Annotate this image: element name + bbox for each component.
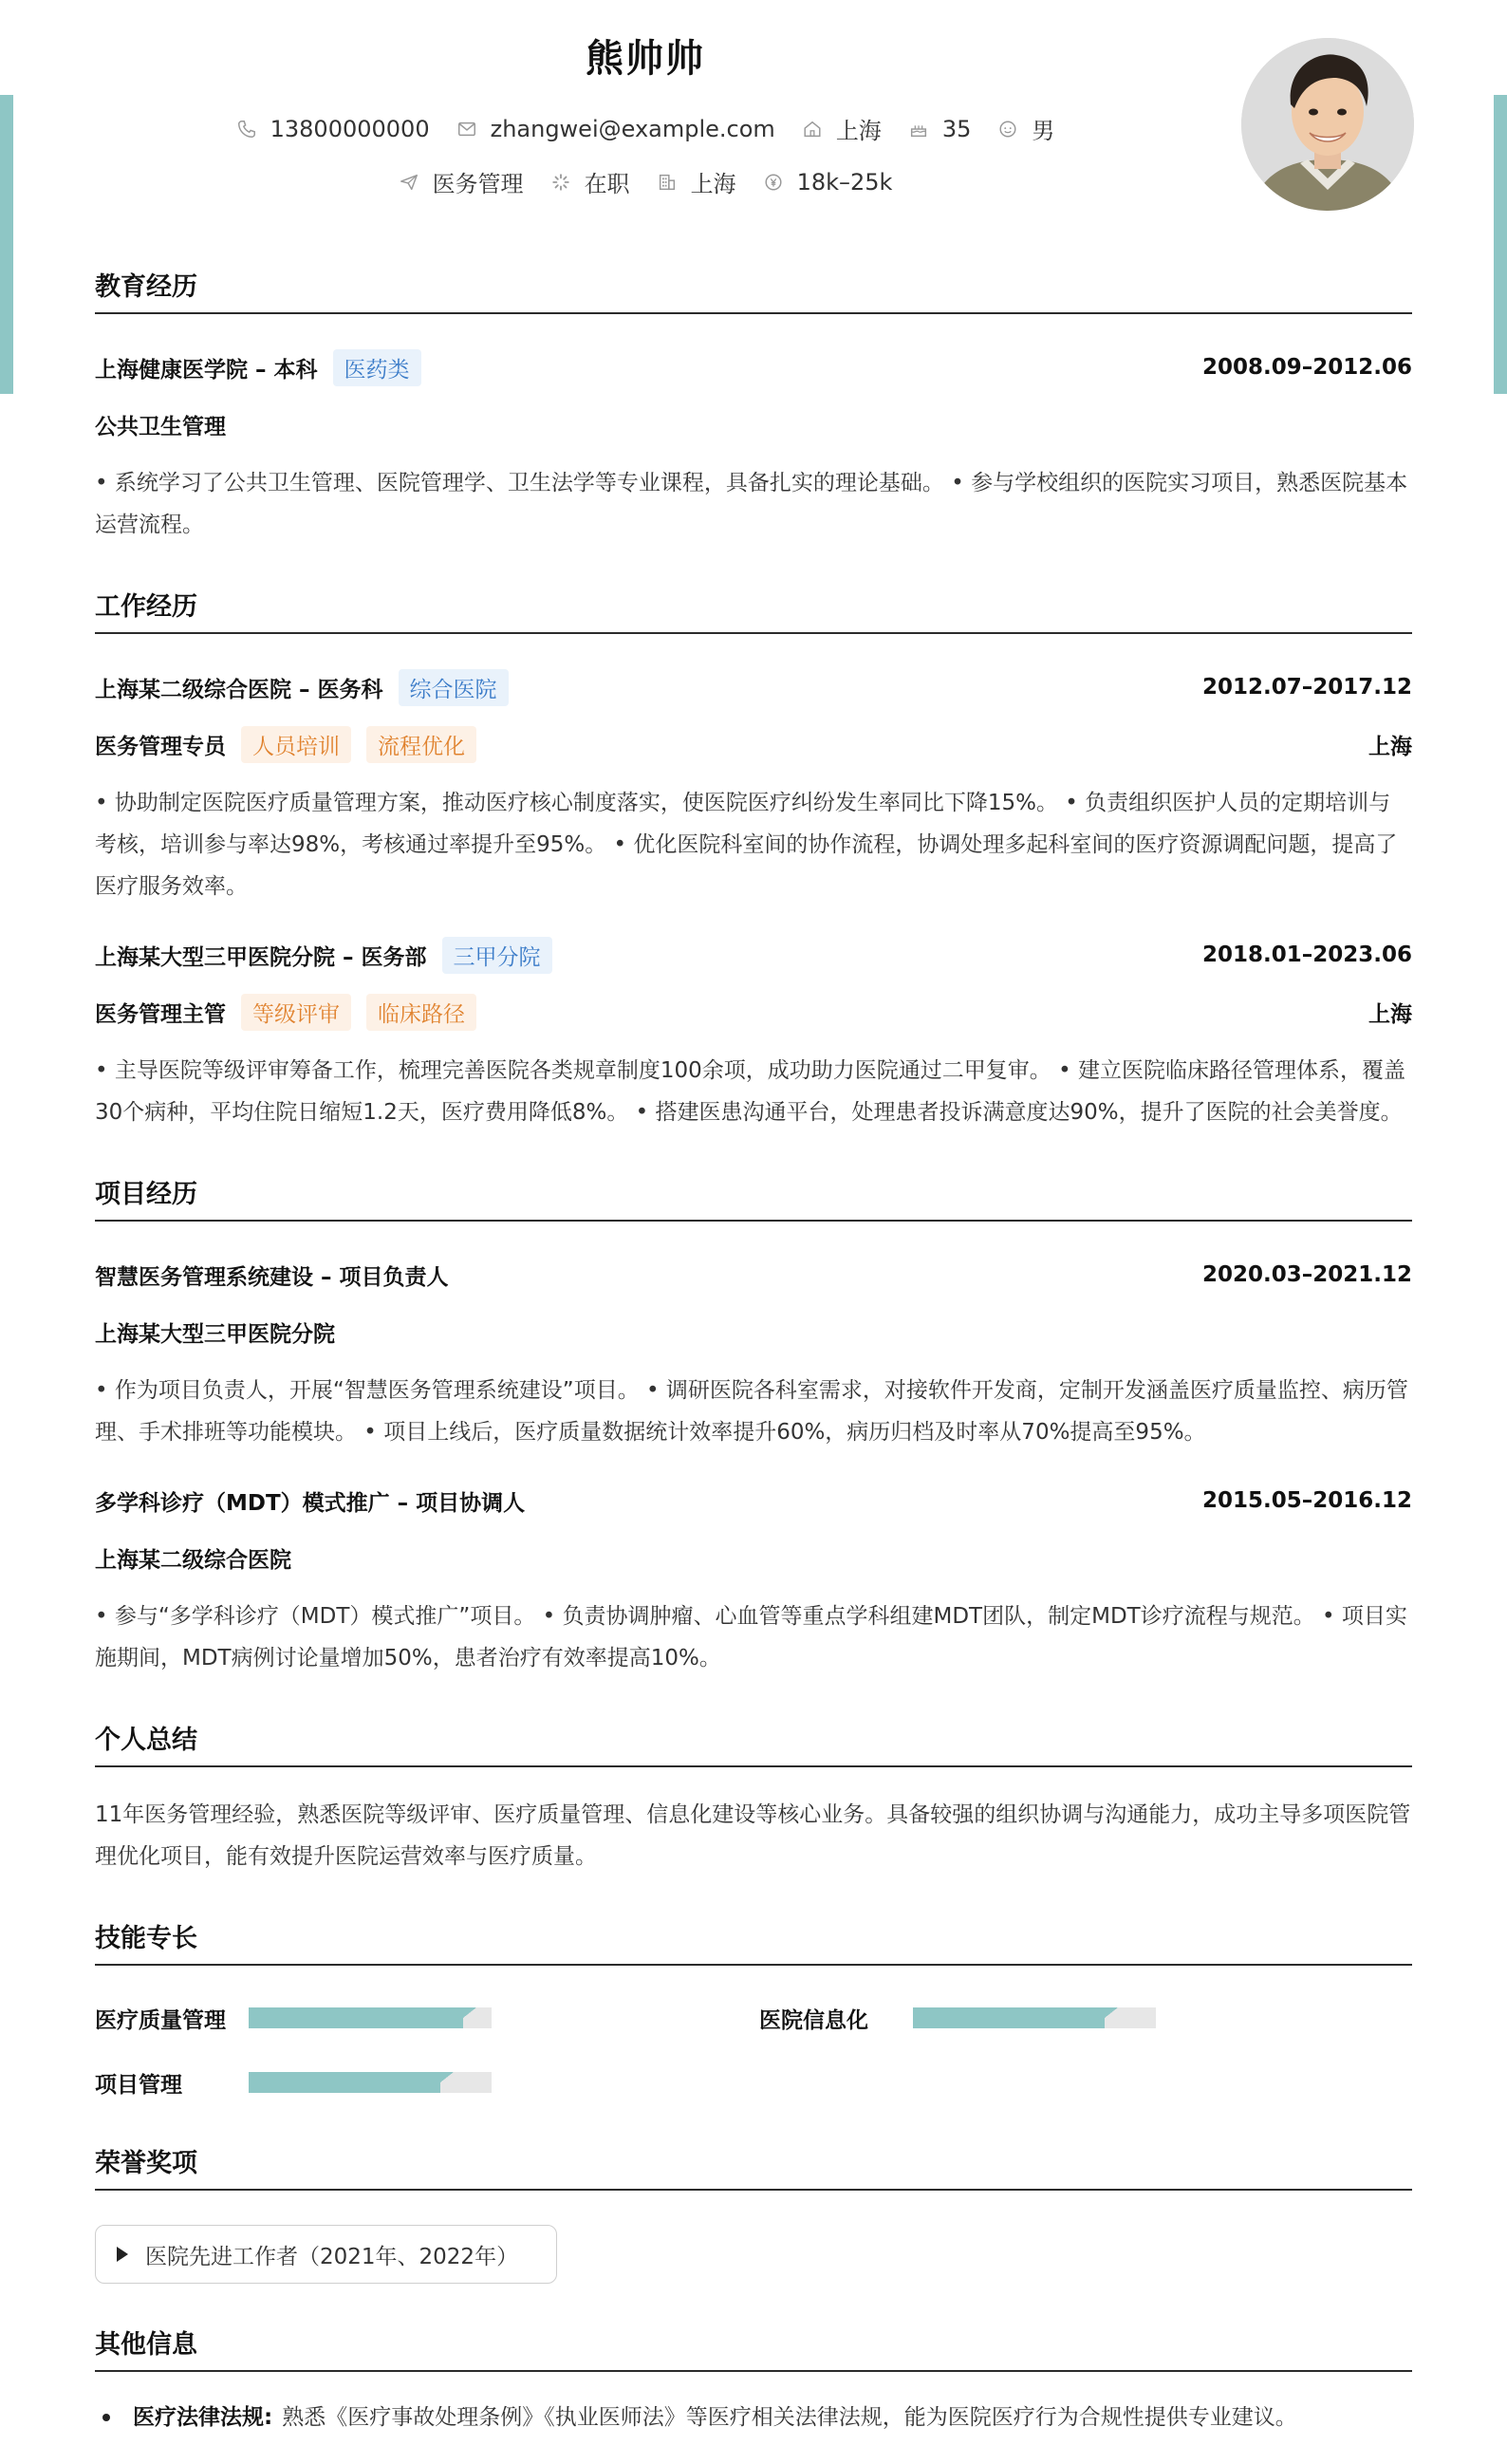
project-entry-head	[95, 1482, 1412, 1520]
cake-icon	[908, 119, 929, 140]
building-icon	[657, 172, 678, 193]
education-date: 2008.09–2012.06	[1201, 355, 1412, 380]
skill-item	[95, 2000, 759, 2036]
target-role-text: 医务管理	[432, 171, 524, 197]
project-org: 上海某二级综合医院	[95, 1547, 291, 1573]
skill-bar-fill	[913, 2007, 1105, 2028]
work-title: 工作经历	[95, 586, 1412, 634]
other-list	[95, 2399, 1412, 2436]
other-title: 其他信息	[95, 2324, 1412, 2372]
contact-row	[95, 112, 1196, 145]
location-info	[802, 112, 882, 145]
status-info	[550, 165, 630, 198]
work-desc: • 协助制定医院医疗质量管理方案，推动医疗核心制度落实，使医院医疗纠纷发生率同比下降15%。 • 负责组织医护人员的定期培训与考核，培训参与率达98%，考核通过率提升至95%。 • 优化医院科室间的协作流程，协调处理多起科室间的医疗资源调配问题，提高了医疗服务效率。	[95, 791, 1398, 899]
work-entry-head	[95, 936, 1412, 974]
education-section	[95, 266, 1412, 546]
skill-bar	[913, 2007, 1156, 2028]
phone-text[interactable]: 13800000000	[270, 115, 430, 142]
skill-bar-fill	[249, 2007, 463, 2028]
face-icon	[997, 119, 1018, 140]
projects-section	[95, 1173, 1412, 1679]
work-entry	[95, 936, 1412, 1133]
project-date: 2015.05–2016.12	[1201, 1488, 1412, 1513]
resume-header	[95, 0, 1412, 247]
education-entry-head	[95, 348, 1412, 386]
skills-grid	[95, 2000, 1412, 2100]
education-major: 公共卫生管理	[95, 414, 226, 439]
project-desc: • 作为项目负责人，开展“智慧医务管理系统建设”项目。 • 调研医院各科室需求，对接软件开发商，定制开发涵盖医疗质量监控、病历管理、手术排班等功能模块。 • 项目上线后，医疗质量数据统计效率提升60%，病历归档及时率从70%提高至95%。	[95, 1378, 1408, 1445]
work-role-line	[95, 994, 476, 1031]
home-icon	[802, 119, 823, 140]
work-date: 2018.01–2023.06	[1201, 943, 1412, 967]
resume-page	[95, 0, 1412, 2436]
work-role: 医务管理专员	[95, 734, 226, 759]
other-section	[95, 2324, 1412, 2436]
work-role-line	[95, 726, 476, 763]
avatar	[1241, 38, 1414, 211]
work-skill-tag: 等级评审	[241, 994, 351, 1031]
email-info	[456, 116, 775, 142]
work-city: 上海	[1368, 1001, 1412, 1027]
education-major-row	[95, 405, 1412, 443]
salary-info	[763, 169, 893, 196]
send-icon	[399, 172, 419, 193]
coin-icon	[763, 172, 784, 193]
work-skill-tag: 流程优化	[366, 726, 476, 763]
skill-name: 项目管理	[95, 2072, 182, 2098]
project-org: 上海某大型三甲医院分院	[95, 1321, 335, 1347]
salary-text: 18k–25k	[796, 168, 893, 196]
age-info	[908, 116, 972, 142]
work-entry-head	[95, 668, 1412, 706]
left-accent-bar	[0, 95, 13, 394]
skill-item	[759, 2000, 1412, 2036]
location-text: 上海	[835, 118, 882, 144]
skill-bar	[249, 2007, 492, 2028]
project-entry	[95, 1256, 1412, 1453]
skill-item	[95, 2064, 759, 2100]
work-org-tag: 三甲分院	[442, 937, 552, 974]
work-date: 2012.07–2017.12	[1201, 675, 1412, 700]
project-entry-head	[95, 1256, 1412, 1294]
target-city-info	[657, 165, 736, 198]
project-desc: • 参与“多学科诊疗（MDT）模式推广”项目。 • 负责协调肿瘤、心血管等重点学科组建MDT团队，制定MDT诊疗流程与规范。 • 项目实施期间，MDT病例讨论量增加50%，患者治疗有效率提高10%。	[95, 1604, 1407, 1671]
honor-text: 医院先进工作者（2021年、2022年）	[145, 2244, 519, 2269]
school-name: 上海健康医学院 – 本科	[95, 357, 318, 383]
education-desc: • 系统学习了公共卫生管理、医院管理学、卫生法学等专业课程，具备扎实的理论基础。 • 参与学校组织的医院实习项目，熟悉医院基本运营流程。	[95, 471, 1408, 537]
target-city-text: 上海	[690, 171, 736, 197]
gender-info	[997, 112, 1054, 145]
skill-name: 医院信息化	[759, 2007, 868, 2033]
skills-section	[95, 1917, 1412, 2100]
other-text: 熟悉《医疗事故处理条例》《执业医师法》等医疗相关法律法规，能为医院医疗行为合规性提供专业建议。	[282, 2405, 1297, 2430]
loading-icon	[550, 172, 571, 193]
skills-title: 技能专长	[95, 1917, 1412, 1966]
bullet-icon	[102, 2414, 110, 2421]
summary-title: 个人总结	[95, 1719, 1412, 1767]
work-role: 医务管理主管	[95, 1001, 226, 1027]
project-entry	[95, 1482, 1412, 1679]
project-org-row	[95, 1313, 1412, 1351]
honor-item[interactable]	[95, 2225, 557, 2284]
other-label: 医疗法律法规:	[133, 2405, 273, 2430]
skill-bar	[249, 2072, 492, 2093]
candidate-name: 熊帅帅	[586, 37, 705, 81]
email-text[interactable]: zhangwei@example.com	[490, 115, 775, 142]
project-name: 智慧医务管理系统建设 – 项目负责人	[95, 1264, 449, 1290]
school-tag: 医药类	[333, 349, 421, 386]
work-section	[95, 586, 1412, 1133]
work-org-tag: 综合医院	[399, 669, 509, 706]
status-text: 在职	[584, 171, 630, 197]
target-role-info	[399, 165, 524, 198]
projects-title: 项目经历	[95, 1173, 1412, 1222]
work-skill-tag: 临床路径	[366, 994, 476, 1031]
project-org-row	[95, 1539, 1412, 1577]
work-role-row	[95, 993, 1412, 1031]
expand-arrow-icon[interactable]	[117, 2247, 128, 2262]
job-intent-row	[95, 165, 1196, 198]
education-entry	[95, 348, 1412, 546]
work-role-row	[95, 725, 1412, 763]
honors-title: 荣誉奖项	[95, 2142, 1412, 2191]
work-org-line	[95, 937, 552, 974]
work-entry	[95, 668, 1412, 907]
summary-section	[95, 1719, 1412, 1877]
work-org: 上海某大型三甲医院分院 – 医务部	[95, 944, 427, 970]
work-org: 上海某二级综合医院 – 医务科	[95, 677, 383, 702]
work-city: 上海	[1368, 734, 1412, 759]
education-title: 教育经历	[95, 266, 1412, 314]
work-skill-tag: 人员培训	[241, 726, 351, 763]
gender-text: 男	[1032, 118, 1055, 144]
skill-name: 医疗质量管理	[95, 2007, 226, 2033]
project-date: 2020.03–2021.12	[1201, 1262, 1412, 1287]
project-name: 多学科诊疗（MDT）模式推广 – 项目协调人	[95, 1490, 526, 1516]
other-item	[95, 2399, 1412, 2436]
work-org-line	[95, 669, 509, 706]
honors-section	[95, 2142, 1412, 2284]
summary-text: 11年医务管理经验，熟悉医院等级评审、医疗质量管理、信息化建设等核心业务。具备较强的组织协调与沟通能力，成功主导多项医院管理优化项目，能有效提升医院运营效率与医疗质量。	[95, 1802, 1411, 1869]
skill-bar-fill	[249, 2072, 440, 2093]
work-desc: • 主导医院等级评审筹备工作，梳理完善医院各类规章制度100余项，成功助力医院通过二甲复审。 • 建立医院临床路径管理体系，覆盖30个病种，平均住院日缩短1.2天，医疗费用降低8%。 • 搭建医患沟通平台，处理患者投诉满意度达90%，提升了医院的社会美誉度。	[95, 1058, 1405, 1125]
phone-icon	[236, 119, 257, 140]
mail-icon	[456, 119, 477, 140]
phone-info	[236, 116, 430, 142]
right-accent-bar	[1494, 95, 1507, 394]
age-text: 35	[941, 115, 972, 142]
education-school-line	[95, 349, 421, 386]
